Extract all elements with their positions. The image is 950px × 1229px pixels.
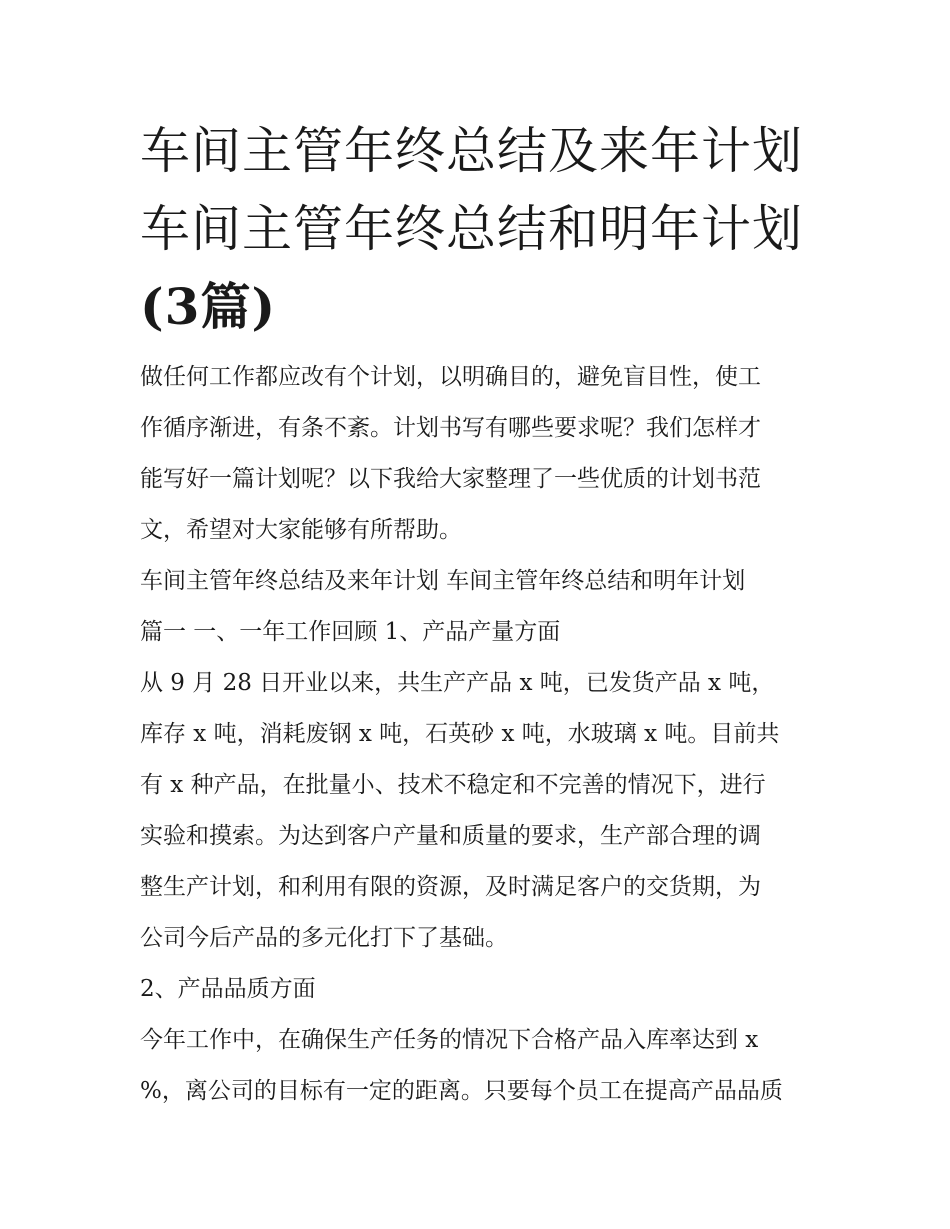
paragraph-quality — [140, 1015, 820, 1117]
intro-line: 作循序渐进，有条不紊。计划书写有哪些要求呢？我们怎样才 — [140, 415, 761, 441]
document-body — [140, 352, 820, 1117]
subheading-text: 2、产品品质方面 — [140, 976, 316, 1002]
title-line-2: 车间主管年终总结和明年计划 — [140, 200, 803, 258]
section-heading-text: 篇一 一、一年工作回顾 1、产品产量方面 — [140, 619, 561, 645]
paragraph-line: 库存 x 吨，消耗废钢 x 吨，石英砂 x 吨，水玻璃 x 吨。目前共 — [140, 721, 780, 747]
document-title — [140, 112, 820, 346]
subtitle-line — [140, 556, 820, 607]
title-line-1: 车间主管年终总结及来年计划 — [140, 122, 803, 180]
subheading-quality — [140, 964, 820, 1015]
intro-line: 能写好一篇计划呢？以下我给大家整理了一些优质的计划书范 — [140, 466, 761, 492]
title-line-3: (3篇) — [140, 277, 277, 336]
paragraph-line: %，离公司的目标有一定的距离。只要每个员工在提高产品品质 — [140, 1078, 783, 1104]
paragraph-line: 今年工作中，在确保生产任务的情况下合格产品入库率达到 x — [140, 1027, 759, 1053]
section-heading — [140, 607, 820, 658]
paragraph-line: 整生产计划，和利用有限的资源，及时满足客户的交货期，为 — [140, 874, 761, 900]
paragraph-production — [140, 658, 820, 964]
paragraph-line: 从 9 月 28 日开业以来，共生产产品 x 吨，已发货产品 x 吨， — [140, 670, 775, 696]
intro-line: 做任何工作都应改有个计划，以明确目的，避免盲目性，使工 — [140, 364, 761, 390]
paragraph-line: 实验和摸索。为达到客户产量和质量的要求，生产部合理的调 — [140, 823, 761, 849]
intro-line: 文，希望对大家能够有所帮助。 — [140, 517, 462, 543]
subtitle-text: 车间主管年终总结及来年计划 车间主管年终总结和明年计划 — [140, 568, 746, 594]
intro-paragraph — [140, 352, 820, 556]
paragraph-line: 有 x 种产品，在批量小、技术不稳定和不完善的情况下，进行 — [140, 772, 766, 798]
paragraph-line: 公司今后产品的多元化打下了基础。 — [140, 925, 508, 951]
